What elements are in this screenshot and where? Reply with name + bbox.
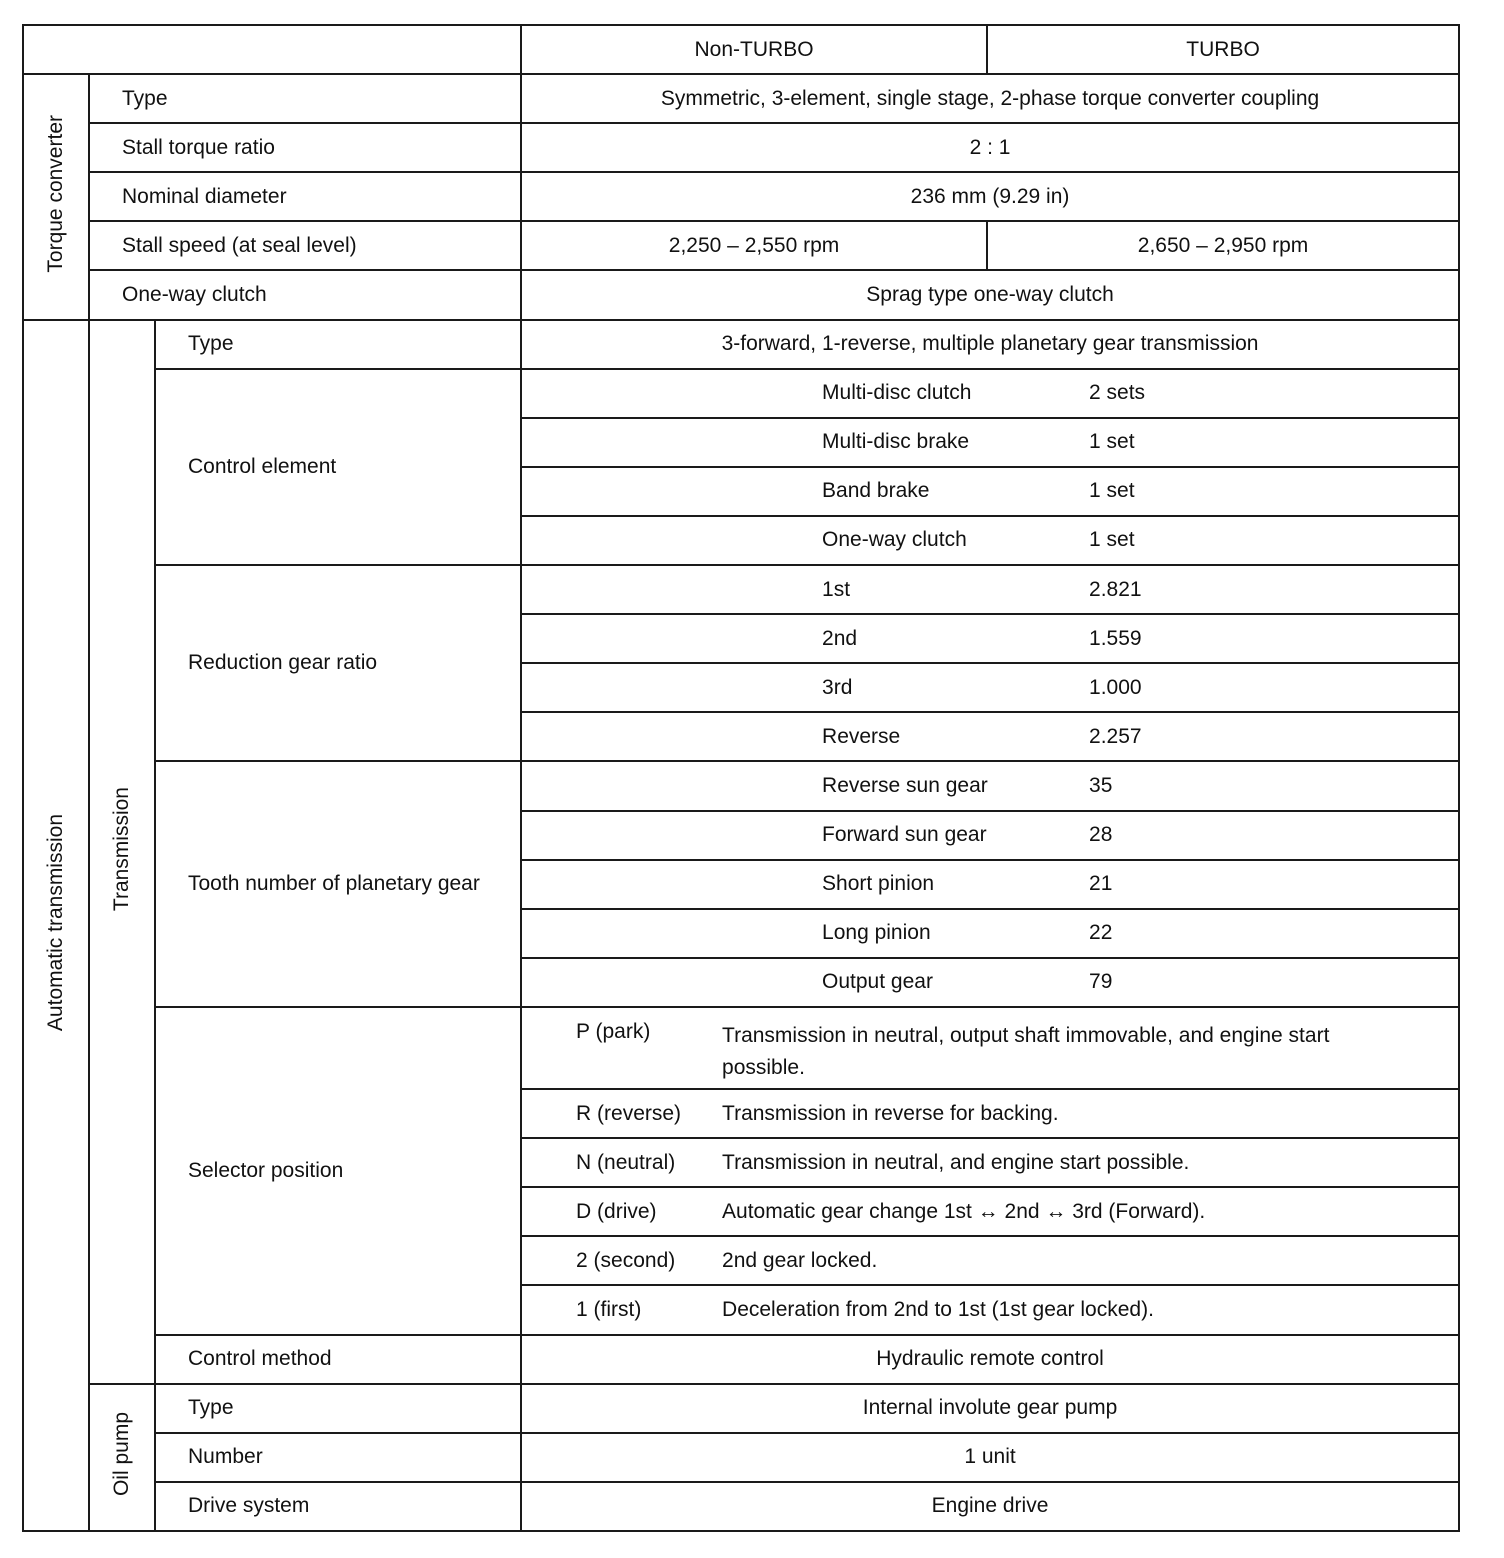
oil-pump-drive-row [23, 1482, 1459, 1531]
selector-row [23, 1007, 1459, 1089]
selector-position-key: 2 (second) [576, 1248, 676, 1272]
control-method-row [23, 1335, 1459, 1384]
tc-stall-speed-row [23, 221, 1459, 270]
control-element-item [521, 516, 1459, 565]
control-element-value: 2 sets [1089, 381, 1146, 405]
gear-ratio-value: 1.000 [1089, 675, 1142, 699]
tr-type-row [23, 320, 1459, 369]
tc-stall-torque-value: 2 : 1 [521, 123, 1459, 172]
control-element-item [521, 467, 1459, 516]
tooth-number-value: 22 [1089, 921, 1113, 945]
selector-item [521, 1089, 1459, 1138]
tooth-number-name: Output gear [822, 970, 933, 994]
selector-item [521, 1187, 1459, 1236]
control-element-name: One-way clutch [822, 528, 967, 552]
oil-pump-drive-value: Engine drive [521, 1482, 1459, 1531]
header-non-turbo: Non-TURBO [521, 25, 987, 74]
gear-ratio-name: Reverse [822, 724, 901, 748]
tooth-number-item [521, 761, 1459, 810]
selector-item [521, 1285, 1459, 1334]
tooth-number-name: Reverse sun gear [822, 773, 988, 797]
tc-diameter-row [23, 172, 1459, 221]
selector-item [521, 1138, 1459, 1187]
selector-position-key: P (park) [576, 1019, 651, 1043]
oil-pump-type-label: Type [155, 1384, 521, 1433]
control-element-value: 1 set [1089, 528, 1135, 552]
tooth-number-item [521, 909, 1459, 958]
gear-ratio-value: 1.559 [1089, 626, 1142, 650]
oil-pump-type-row [23, 1384, 1459, 1433]
tc-stall-speed-turbo: 2,650 – 2,950 rpm [987, 221, 1459, 270]
selector-item [521, 1007, 1459, 1089]
tooth-number-name: Forward sun gear [822, 823, 987, 847]
oil-pump-number-label: Number [155, 1433, 521, 1482]
oil-pump-number-value: 1 unit [521, 1433, 1459, 1482]
selector-position-description: Transmission in neutral, output shaft immovable, and engine start possible. [722, 1023, 1330, 1079]
tooth-number-item [521, 860, 1459, 909]
tc-one-way-clutch-label: One-way clutch [89, 270, 521, 319]
tc-stall-speed-non-turbo: 2,250 – 2,550 rpm [521, 221, 987, 270]
gear-ratio-row [23, 565, 1459, 614]
tooth-number-value: 28 [1089, 823, 1113, 847]
selector-position-label: Selector position [155, 1007, 521, 1335]
tooth-number-value: 21 [1089, 872, 1113, 896]
tc-one-way-clutch-row [23, 270, 1459, 319]
header-blank-cell [23, 25, 521, 74]
control-method-value: Hydraulic remote control [521, 1335, 1459, 1384]
control-element-label: Control element [155, 369, 521, 565]
specifications-table [22, 24, 1460, 1532]
gear-ratio-name: 3rd [822, 675, 853, 699]
tc-stall-torque-row [23, 123, 1459, 172]
tooth-number-name: Short pinion [822, 872, 935, 896]
gear-ratio-item [521, 663, 1459, 712]
selector-position-key: N (neutral) [576, 1150, 676, 1174]
control-element-name: Band brake [822, 479, 930, 503]
tooth-number-item [521, 811, 1459, 860]
header-row [23, 25, 1459, 74]
gear-ratio-item [521, 614, 1459, 663]
oil-pump-group-label: Oil pump [89, 1384, 155, 1531]
tc-stall-speed-label: Stall speed (at seal level) [89, 221, 521, 270]
gear-ratio-value: 2.821 [1089, 577, 1142, 601]
tooth-number-value: 35 [1089, 773, 1113, 797]
tc-type-value: Symmetric, 3-element, single stage, 2-phase torque converter coupling [521, 74, 1459, 123]
selector-position-description: Automatic gear change 1st ↔ 2nd ↔ 3rd (Forward). [722, 1199, 1206, 1223]
tr-type-value: 3-forward, 1-reverse, multiple planetary gear transmission [521, 320, 1459, 369]
control-element-name: Multi-disc brake [822, 430, 970, 454]
tooth-number-value: 79 [1089, 970, 1113, 994]
oil-pump-number-row [23, 1433, 1459, 1482]
selector-position-description: 2nd gear locked. [722, 1248, 878, 1272]
selector-position-description: Transmission in neutral, and engine start possible. [722, 1150, 1190, 1174]
oil-pump-drive-label: Drive system [155, 1482, 521, 1531]
tooth-number-row [23, 761, 1459, 810]
gear-ratio-item [521, 712, 1459, 761]
selector-position-key: D (drive) [576, 1199, 657, 1223]
tr-type-label: Type [155, 320, 521, 369]
transmission-group-label: Transmission [89, 320, 155, 1384]
tc-diameter-label: Nominal diameter [89, 172, 521, 221]
tc-diameter-value: 236 mm (9.29 in) [521, 172, 1459, 221]
gear-ratio-label: Reduction gear ratio [155, 565, 521, 761]
torque-converter-group-label: Torque converter [23, 74, 89, 319]
tc-type-row [23, 74, 1459, 123]
control-element-item [521, 369, 1459, 418]
selector-item [521, 1236, 1459, 1285]
control-method-label: Control method [155, 1335, 521, 1384]
oil-pump-type-value: Internal involute gear pump [521, 1384, 1459, 1433]
automatic-transmission-group-label: Automatic transmission [23, 320, 89, 1531]
tc-type-label: Type [89, 74, 521, 123]
gear-ratio-name: 2nd [822, 626, 858, 650]
control-element-item [521, 418, 1459, 467]
control-element-value: 1 set [1089, 430, 1135, 454]
selector-position-key: R (reverse) [576, 1101, 682, 1125]
tc-stall-torque-label: Stall torque ratio [89, 123, 521, 172]
control-element-name: Multi-disc clutch [822, 381, 972, 405]
selector-position-description: Transmission in reverse for backing. [722, 1101, 1059, 1125]
control-element-row [23, 369, 1459, 418]
tooth-number-name: Long pinion [822, 921, 931, 945]
tooth-number-item [521, 958, 1459, 1007]
control-element-value: 1 set [1089, 479, 1135, 503]
gear-ratio-value: 2.257 [1089, 724, 1142, 748]
selector-position-description: Deceleration from 2nd to 1st (1st gear locked). [722, 1297, 1154, 1321]
tooth-number-label: Tooth number of planetary gear [155, 761, 521, 1006]
gear-ratio-item [521, 565, 1459, 614]
tc-one-way-clutch-value: Sprag type one-way clutch [521, 270, 1459, 319]
gear-ratio-name: 1st [822, 577, 851, 601]
header-turbo: TURBO [987, 25, 1459, 74]
selector-position-key: 1 (first) [576, 1297, 642, 1321]
